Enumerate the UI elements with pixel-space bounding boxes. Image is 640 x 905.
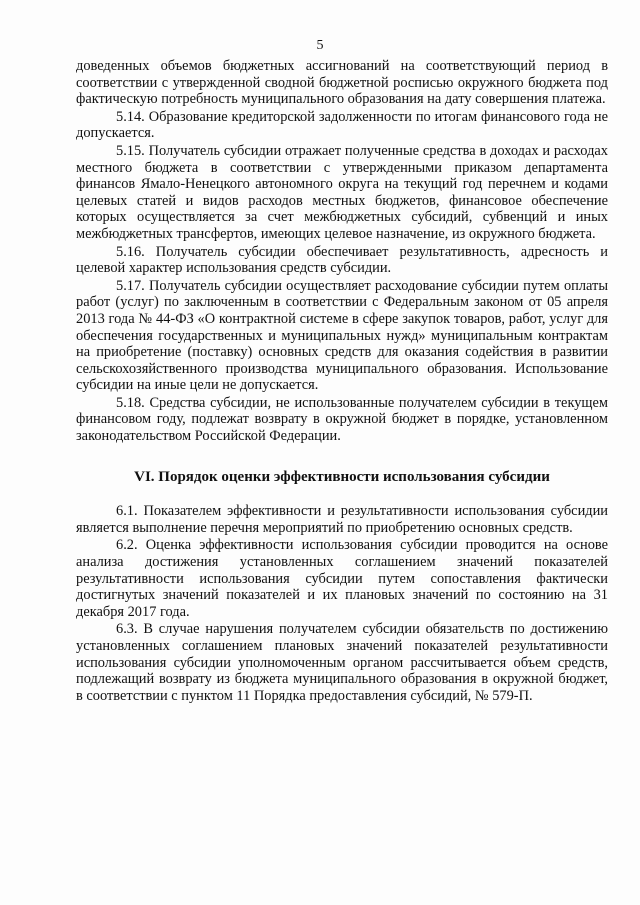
section-heading: VI. Порядок оценки эффективности использования субсидии	[134, 468, 550, 485]
paragraph-6-1: 6.1. Показателем эффективности и результативности использования субсидии является выполнение перечня мероприятий по приобретению основных средств.	[76, 503, 608, 536]
paragraph-5-17: 5.17. Получатель субсидии осуществляет расходование субсидии путем оплаты работ (услуг) по заключенным в соответствии с Федеральным законом от 05 апреля 2013 года № 44-ФЗ «О контрактной системе в сфере закупок товаров, работ, услуг для обеспечения государственных и муниципальных нужд» муниципальным контрактам на приобретение (поставку) основных средств для оказания содействия в развитии сельскохозяйственного производства муниципального образования. Использование субсидии на иные цели не допускается.	[76, 277, 608, 394]
document-body	[76, 58, 608, 705]
paragraph-5-16: 5.16. Получатель субсидии обеспечивает результативность, адресность и целевой характер использования средств субсидии.	[76, 243, 608, 277]
paragraph-6-2: 6.2. Оценка эффективности использования субсидии проводится на основе анализа достижения установленных соглашением значений показателей результативности использования субсидии путем сопоставления фактически достигнутых значений показателей и их плановых значений по состоянию на 31 декабря 2017 года.	[76, 537, 608, 620]
paragraph-continuation: доведенных объемов бюджетных ассигнований на соответствующий период в соответствии с утвержденной сводной бюджетной росписью окружного бюджета под фактическую потребность муниципального образования на дату совершения платежа.	[76, 58, 608, 108]
paragraph-5-14: 5.14. Образование кредиторской задолженности по итогам финансового года не допускается.	[76, 108, 608, 142]
paragraph-5-15: 5.15. Получатель субсидии отражает полученные средства в доходах и расходах местного бюджета в соответствии с утвержденными приказом департамента финансов Ямало-Ненецкого автономного округа на текущий год перечнем и кодами целевых статей и видов расходов местных бюджетов, финансовое обеспечение которых осуществляется за счет межбюджетных субсидий, субвенций и иных межбюджетных трансфертов, имеющих целевое назначение, из окружного бюджета.	[76, 142, 608, 242]
paragraph-6-3: 6.3. В случае нарушения получателем субсидии обязательств по достижению установленных соглашением плановых значений показателей результативности использования субсидии уполномоченным органом рассчитывается объем средств, подлежащий возврату из бюджета муниципального образования в окружной бюджет, в соответствии с пунктом 11 Порядка предоставления субсидий, № 579-П.	[76, 621, 608, 704]
paragraph-5-18: 5.18. Средства субсидии, не использованные получателем субсидии в текущем финансовом году, подлежат возврату в окружной бюджет в порядке, установленном законодательством Российской Федерации.	[76, 394, 608, 445]
page-number: 5	[316, 38, 324, 53]
